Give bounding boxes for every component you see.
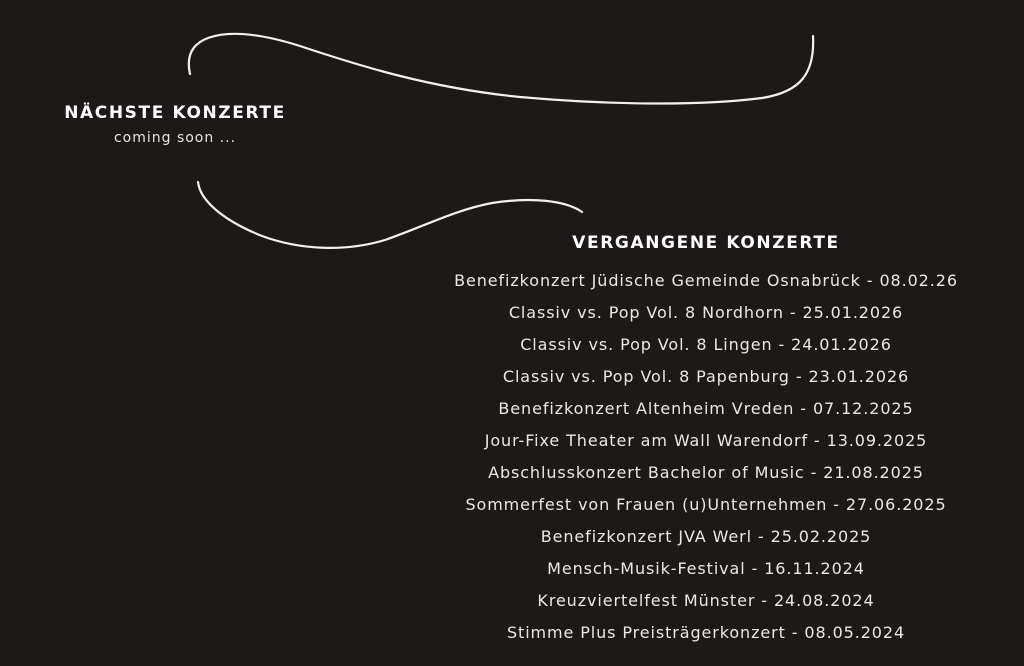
- concert-item: Benefizkonzert Jüdische Gemeinde Osnabrück - 08.02.26: [454, 271, 958, 290]
- concert-item: Abschlusskonzert Bachelor of Music - 21.08.2025: [488, 463, 924, 482]
- concert-item: Sommerfest von Frauen (u)Unternehmen - 27.06.2025: [465, 495, 947, 514]
- past-concerts-heading: VERGANGENE KONZERTE: [572, 233, 840, 253]
- concert-item: Benefizkonzert Altenheim Vreden - 07.12.2025: [498, 399, 914, 418]
- past-concerts-list: [400, 265, 1012, 649]
- concert-item: Jour-Fixe Theater am Wall Warendorf - 13.09.2025: [484, 431, 928, 450]
- concert-item: Benefizkonzert JVA Werl - 25.02.2025: [540, 527, 872, 546]
- upcoming-concerts-heading: NÄCHSTE KONZERTE: [64, 103, 286, 123]
- past-concerts-section: [400, 230, 1012, 649]
- upcoming-concerts-section: [30, 101, 320, 148]
- concert-item: Classiv vs. Pop Vol. 8 Lingen - 24.01.2026: [520, 335, 892, 354]
- concert-item: Classiv vs. Pop Vol. 8 Nordhorn - 25.01.2026: [508, 303, 904, 322]
- concert-item: Stimme Plus Preisträgerkonzert - 08.05.2024: [506, 623, 906, 642]
- upper-curve-line: [189, 34, 813, 104]
- concert-item: Classiv vs. Pop Vol. 8 Papenburg - 23.01.2026: [502, 367, 910, 386]
- concert-item: Kreuzviertelfest Münster - 24.08.2024: [537, 591, 875, 610]
- coming-soon-text: coming soon ...: [113, 130, 237, 146]
- concert-item: Mensch-Musik-Festival - 16.11.2024: [547, 559, 865, 578]
